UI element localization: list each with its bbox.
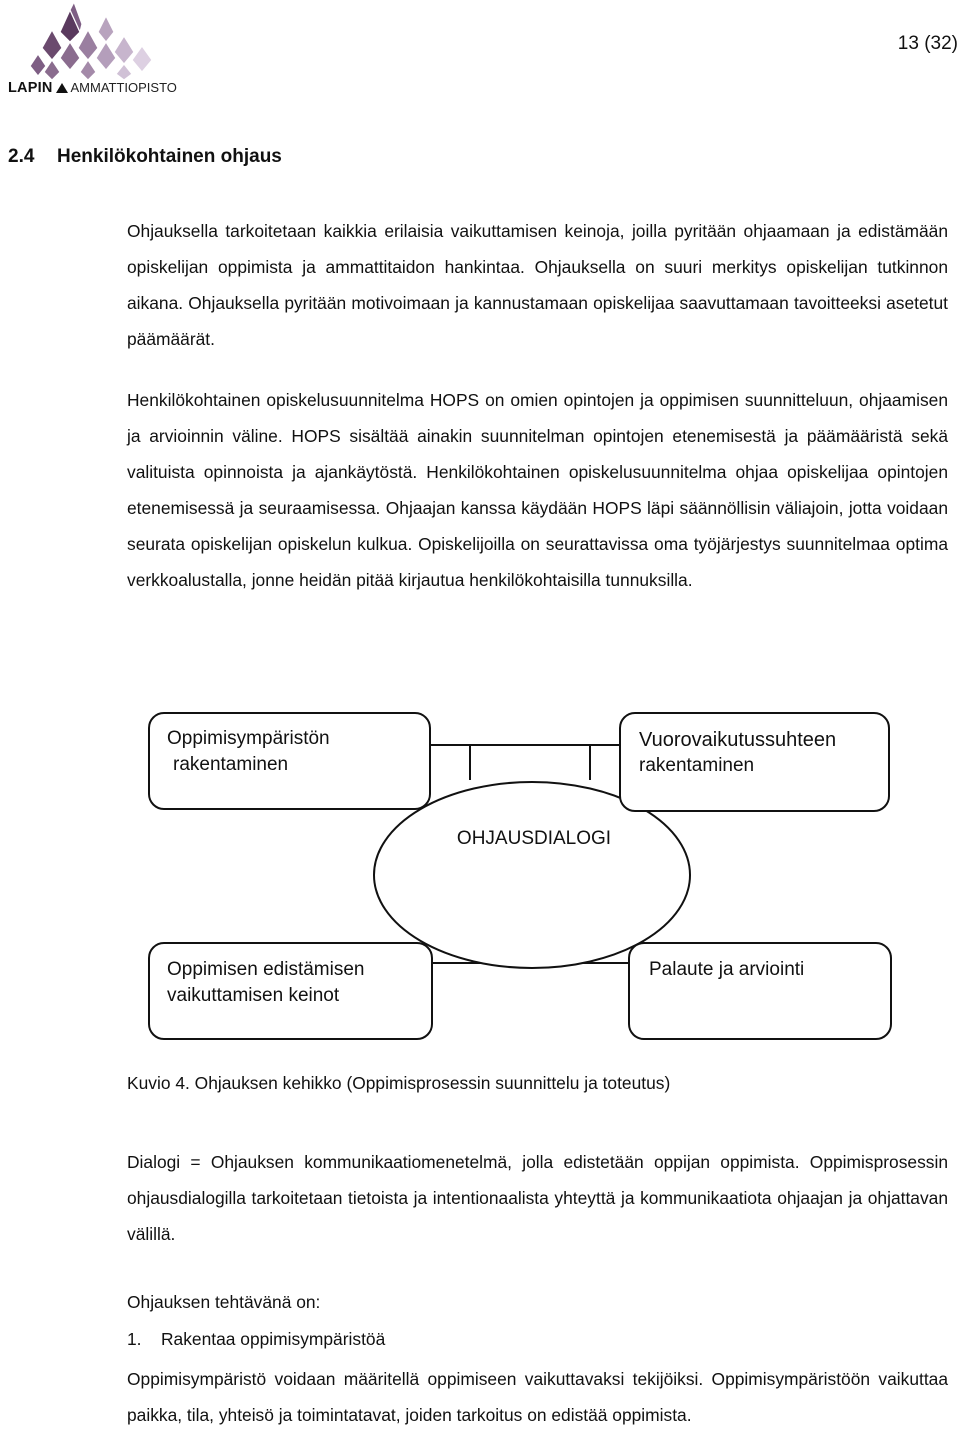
section-number: 2.4 (8, 146, 35, 167)
list-item-number: 1. (127, 1329, 142, 1349)
paragraph-dialogi: Dialogi = Ohjauksen kommunikaatiomenetelmä, jolla edistetään oppijan oppimista. Oppimisprosessin ohjausdialogilla tarkoitetaan tietoista ja intentionaalista yhteyttä ja kommunikaatiota ohjaajan ja ohjattavan välillä. (127, 1152, 948, 1244)
paragraph-hops: Henkilökohtainen opiskelusuunnitelma HOPS on omien opintojen ja oppimisen suunnitteluun, ohjaamisen ja arvioinnin väline. HOPS sisältää ainakin suunnitelman opintojen etenemisestä ja päämääristä sekä valituista opinnoista ja ajankäytöstä. Henkilökohtainen opiskelusuunnitelma ohjaa opiskelijaa opintojen etenemisessä ja seuraamisessa. Ohjaajan kanssa käydään HOPS läpi säännöllisin väliajoin, jotta voidaan seurata opiskelijan opiskelun kulkua. Opiskelijoilla on seurattavissa oma työjärjestys suunnitelmaa optima verkkoalustalla, jonne heidän pitää kirjautua henkilökohtaisilla tunnuksilla. (127, 390, 948, 590)
guidance-framework-diagram (0, 700, 960, 1070)
paragraph-oppimisymparisto: Oppimisympäristö voidaan määritellä oppimiseen vaikuttavaksi tekijöiksi. Oppimisympäristöön vaikuttaa paikka, tila, yhteisö ja toimintatavat, joiden tarkoitus on edistää oppimista. (127, 1369, 948, 1425)
figure-caption: Kuvio 4. Ohjauksen kehikko (Oppimisprosessin suunnittelu ja toteutus) (127, 1073, 671, 1093)
lapin-ammattiopisto-logo (8, 2, 188, 98)
box-label-line: rakentaminen (173, 754, 289, 775)
box-label-line: Vuorovaikutussuhteen (639, 729, 837, 751)
box-label-line: Oppimisen edistämisen (167, 959, 365, 980)
list-intro: Ohjauksen tehtävänä on: (127, 1292, 321, 1312)
center-label: OHJAUSDIALOGI (456, 828, 612, 849)
box-label-line: rakentaminen (639, 755, 755, 776)
page-number: 13 (32) (897, 33, 958, 54)
list-item-title: Rakentaa oppimisympäristöä (161, 1329, 386, 1349)
box-label-line: Palaute ja arviointi (649, 959, 805, 980)
box-palaute-arviointi (628, 942, 892, 1040)
box-oppimisymparisto (148, 712, 431, 810)
logo-triangle-icon (56, 83, 68, 93)
section-heading (8, 146, 282, 168)
logo-wordmark (8, 80, 177, 96)
box-label-line: vaikuttamisen keinot (167, 985, 340, 1006)
section-title: Henkilökohtainen ohjaus (57, 146, 282, 167)
paragraph-ohjaus: Ohjauksella tarkoitetaan kaikkia erilaisia vaikuttamisen keinoja, joilla pyritään ohjaamaan ja edistämään opiskelijan oppimista ja ammattitaidon hankintaa. Ohjauksella on suuri merkitys opiskelijan tutkinnon aikana. Ohjauksella pyritään motivoimaan ja kannustamaan opiskelijaa saavuttamaan tavoitteeksi asetetut päämäärät. (127, 221, 948, 349)
box-oppimisen-edistaminen (148, 942, 433, 1040)
logo-sub-text: AMMATTIOPISTO (70, 80, 177, 95)
box-vuorovaikutussuhde (619, 712, 890, 812)
list-item (127, 1329, 385, 1350)
box-label-line: Oppimisympäristön (167, 728, 330, 749)
logo-main-text: LAPIN (8, 80, 53, 96)
logo-flame-icon (30, 2, 160, 80)
